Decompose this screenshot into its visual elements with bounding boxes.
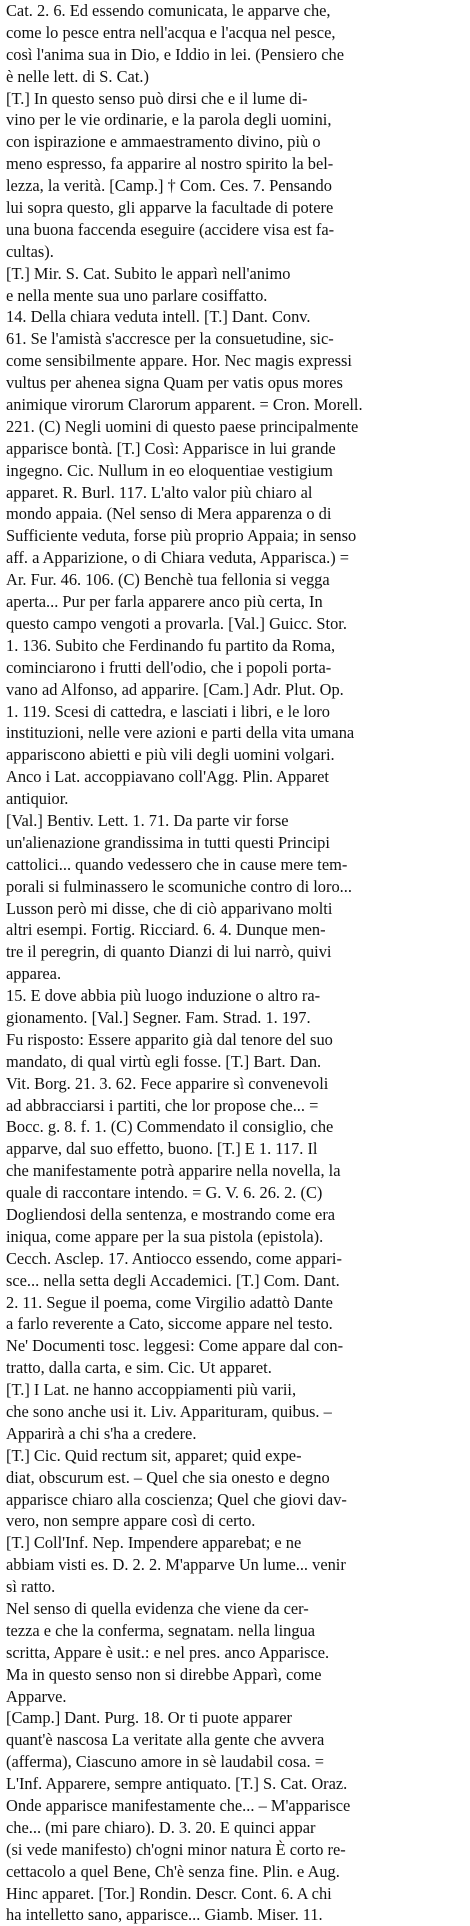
text-line: Ne' Documenti tosc. leggesi: Come appare dal con- (6, 1336, 344, 1356)
text-line: vano ad Alfonso, ad apparire. [Cam.] Adr. Plut. Op. (6, 679, 344, 699)
text-line: lezza, la verità. [Camp.] † Com. Ces. 7. Pensando (6, 176, 332, 196)
text-line: 15. E dove abbia più luogo induzione o altro ra- (6, 986, 321, 1006)
text-line: [T.] Mir. S. Cat. Subito le apparì nell'animo (6, 263, 291, 283)
text-line: e nella mente sua uno parlare cosiffatto. (6, 285, 268, 305)
text-line: 221. (C) Negli uomini di questo paese principalmente (6, 416, 359, 436)
text-line: 14. Della chiara veduta intell. [T.] Dant. Conv. (6, 307, 311, 327)
text-line: Lusson però mi disse, che di ciò apparivano molti (6, 898, 333, 918)
text-line: L'Inf. Apparere, sempre antiquato. [T.] S. Cat. Oraz. (6, 1774, 348, 1794)
text-line: aff. a Apparizione, o di Chiara veduta, Apparisca.) = (6, 548, 350, 568)
text-line: mandato, di qual virtù egli fosse. [T.] Bart. Dan. (6, 1051, 322, 1071)
text-line: Apparve. (6, 1686, 67, 1706)
text-line: apparisce bontà. [T.] Così: Apparisce in lui grande (6, 438, 336, 458)
text-line: Dogliendosi della sentenza, e mostrando come era (6, 1204, 336, 1224)
text-line: cominciarono i frutti dell'odio, che i popoli porta- (6, 657, 332, 677)
text-line: un'alienazione grandissima in tutti questi Principi (6, 832, 330, 852)
text-line: apparisce chiaro alla coscienza; Quel che giovi dav- (6, 1489, 347, 1509)
text-line: [Val.] Bentiv. Lett. 1. 71. Da parte vir forse (6, 810, 289, 830)
text-line: appariscono abietti e più vili degli uomini volgari. (6, 745, 335, 765)
text-line: Onde apparisce manifestamente che... – M'apparisce (6, 1796, 351, 1816)
text-line: apparve, dal suo effetto, buono. [T.] E 1. 117. Il (6, 1139, 318, 1159)
text-line: cattolici... quando vedessero che in cause mere tem- (6, 854, 348, 874)
text-line: ha intelletto sano, apparisce... Giamb. Miser. 11. (6, 1905, 323, 1925)
text-line: questo campo vengoti a provarla. [Val.] Guicc. Stor. (6, 613, 347, 633)
text-line: [T.] Cic. Quid rectum sit, apparet; quid expe- (6, 1445, 302, 1465)
text-line: Fu risposto: Essere apparito già dal tenore del suo (6, 1029, 333, 1049)
text-line: Apparirà a chi s'ha a credere. (6, 1423, 197, 1443)
text-line: vultus per ahenea signa Quam per vatis opus mores (6, 373, 343, 393)
text-line: Sufficiente veduta, forse più proprio Appaia; in senso (6, 526, 357, 546)
text-line: è nelle lett. di S. Cat.) (6, 66, 149, 86)
text-line: sì ratto. (6, 1577, 56, 1597)
text-line: [T.] I Lat. ne hanno accoppiamenti più varii, (6, 1380, 297, 1400)
text-line: Ma in questo senso non si direbbe Apparì, come (6, 1664, 322, 1684)
text-line: tezza e che la conferma, segnatam. nella lingua (6, 1620, 315, 1640)
text-line: Bocc. g. 8. f. 1. (C) Commendato il consiglio, che (6, 1117, 334, 1137)
text-line: come lo pesce entra nell'acqua e l'acqua nel pesce, (6, 22, 336, 42)
text-line: (si vede manifesto) ch'ogni minor natura È corto re- (6, 1839, 346, 1859)
text-line: Anco i Lat. accoppiavano coll'Agg. Plin. Apparet (6, 767, 329, 787)
text-line: instituzioni, nelle vere azioni e parti della vita umana (6, 723, 355, 743)
text-line: antiquior. (6, 789, 69, 809)
text-line: tre il peregrin, di quanto Dianzi di lui narrò, quivi (6, 942, 332, 962)
text-line: che manifestamente potrà apparire nella novella, la (6, 1161, 341, 1181)
text-line: lui sopra questo, gli apparve la facultade di potere (6, 198, 334, 218)
text-line: [Camp.] Dant. Purg. 18. Or ti puote apparer (6, 1708, 293, 1728)
text-line: scritta, Appare è usit.: e nel pres. anco Apparisce. (6, 1642, 330, 1662)
text-line: che sono anche usi it. Liv. Apparituram, quibus. – (6, 1402, 332, 1421)
text-line: [T.] In questo senso può dirsi che e il lume di- (6, 88, 308, 108)
text-line: aperta... Pur per farla apparere anco più certa, In (6, 592, 323, 612)
text-line: Cat. 2. 6. Ed essendo comunicata, le apparve che, (6, 1, 331, 20)
text-line: Nel senso di quella evidenza che viene da cer- (6, 1599, 309, 1619)
text-line: tratto, dalla carta, e sim. Cic. Ut apparet. (6, 1358, 272, 1378)
text-line: cettacolo a quel Bene, Ch'è senza fine. Plin. e Aug. (6, 1861, 340, 1881)
text-line: gionamento. [Val.] Segner. Fam. Strad. 1. 197. (6, 1007, 311, 1027)
text-line: altri esempi. Fortig. Ricciard. 6. 4. Dunque men- (6, 920, 326, 940)
text-line: Ar. Fur. 46. 106. (C) Benchè tua fellonia si vegga (6, 570, 330, 590)
text-line: apparet. R. Burl. 117. L'alto valor più chiaro al (6, 482, 313, 502)
text-line: cultas). (6, 241, 54, 261)
text-line: 61. Se l'amistà s'accresce per la consuetudine, sic- (6, 329, 334, 349)
text-line: vero, non sempre appare così di certo. (6, 1511, 256, 1531)
text-line: così l'anima sua in Dio, e Iddio in lei. (Pensiero che (6, 44, 344, 64)
text-line: vino per le vie ordinarie, e la parola degli uomini, (6, 110, 332, 130)
text-line: animique virorum Clarorum apparent. = Cron. Morell. (6, 395, 363, 415)
text-line: quant'è nascosa La veritate alla gente che avvera (6, 1730, 325, 1750)
text-line: iniqua, come appare per la sua pistola (epistola). (6, 1226, 324, 1246)
text-line: che... (mi pare chiaro). D. 3. 20. E quinci appar (6, 1817, 316, 1837)
text-line: sce... nella setta degli Accademici. [T.] Com. Dant. (6, 1270, 340, 1290)
text-line: diat, obscurum est. – Quel che sia onesto e degno (6, 1467, 330, 1487)
text-line: Hinc apparet. [Tor.] Rondin. Descr. Cont. 6. A chi (6, 1883, 332, 1903)
text-line: 2. 11. Segue il poema, come Virgilio adattò Dante (6, 1292, 333, 1312)
text-line: meno espresso, fa apparire al nostro spirito la bel- (6, 154, 334, 174)
text-line: con ispirazione e ammaestramento divino, più o (6, 132, 321, 152)
text-line: Cecch. Asclep. 17. Antiocco essendo, come appari- (6, 1248, 342, 1268)
text-line: come sensibilmente appare. Hor. Nec magis expressi (6, 351, 352, 371)
text-line: una buona faccenda eseguire (accidere visa est fa- (6, 219, 335, 239)
text-line: ingegno. Cic. Nullum in eo eloquentiae vestigium (6, 460, 333, 480)
text-line: apparea. (6, 964, 62, 984)
text-line: Vit. Borg. 21. 3. 62. Fece apparire sì convenevoli (6, 1073, 329, 1093)
text-line: 1. 119. Scesi di cattedra, e lasciati i libri, e le loro (6, 701, 330, 721)
text-line: (afferma), Ciascuno amore in sè laudabil cosa. = (6, 1752, 324, 1772)
text-line: ad abbracciarsi i partiti, che lor propose che... = (6, 1095, 319, 1115)
text-line: 1. 136. Subito che Ferdinando fu partito da Roma, (6, 635, 336, 655)
text-line: porali si fulminassero le scomuniche contro di loro... (6, 876, 352, 896)
text-line: [T.] Coll'Inf. Nep. Impendere apparebat; e ne (6, 1533, 302, 1553)
text-line: abbiam visti es. D. 2. 2. M'apparve Un lume... venir (6, 1555, 346, 1575)
text-line: quale di raccontare intendo. = G. V. 6. 26. 2. (C) (6, 1183, 323, 1203)
text-line: mondo appaia. (Nel senso di Mera apparenza o di (6, 504, 332, 524)
text-line: a farlo reverente a Cato, siccome appare nel testo. (6, 1314, 333, 1334)
